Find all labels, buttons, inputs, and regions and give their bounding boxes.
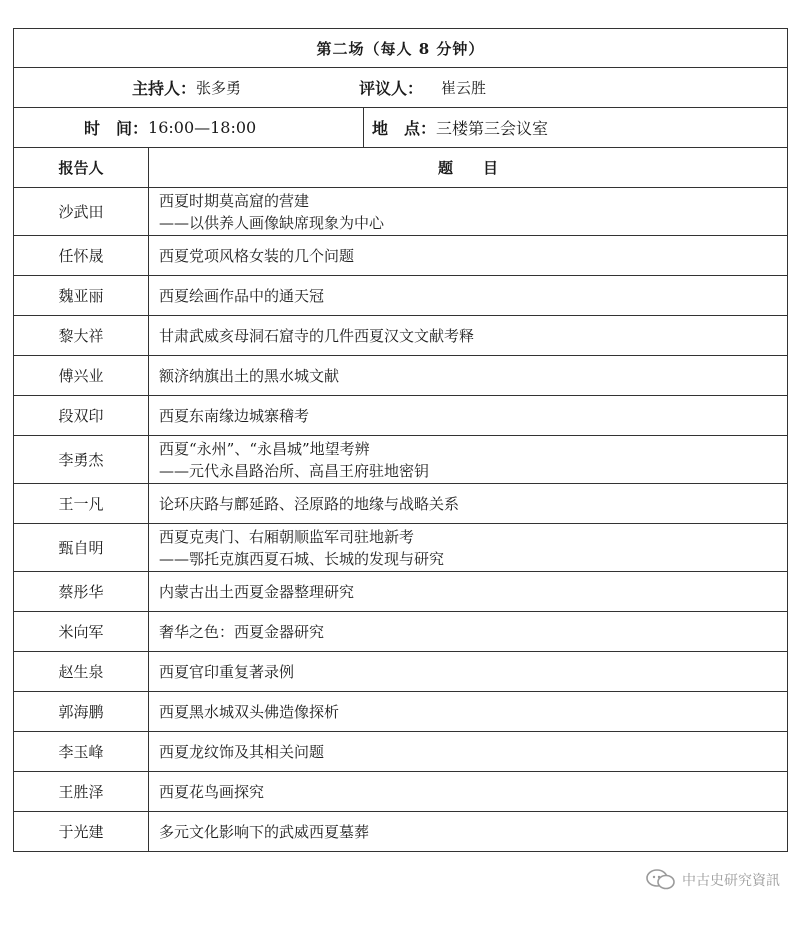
report-topic: [149, 572, 788, 612]
reporter-name: 黎大祥: [14, 316, 149, 356]
topic-line: 西夏花鸟画探究: [159, 782, 265, 801]
topic-line: 内蒙古出土西夏金器整理研究: [159, 582, 355, 601]
session-title: 第二场（每人 8 分钟）: [14, 29, 788, 68]
chat-bubble-icon: [646, 869, 676, 891]
topic-line: 西夏黑水城双头佛造像探析: [159, 702, 340, 721]
table-row: [14, 572, 788, 612]
report-topic: [149, 772, 788, 812]
topic-line: ——以供养人画像缺席现象为中心: [159, 213, 385, 232]
table-row: [14, 356, 788, 396]
topic-line: 甘肃武威亥母洞石窟寺的几件西夏汉文文献考释: [159, 326, 475, 345]
report-topic: [149, 276, 788, 316]
table-row: [14, 772, 788, 812]
reporter-name: 王胜泽: [14, 772, 149, 812]
topic-line: 论环庆路与鄜延路、泾原路的地缘与战略关系: [159, 494, 460, 513]
time-cell: [14, 108, 364, 148]
topic-line: 西夏绘画作品中的通天冠: [159, 286, 325, 305]
reporter-name: 蔡彤华: [14, 572, 149, 612]
table-row: [14, 236, 788, 276]
table-row: [14, 276, 788, 316]
topic-line: 西夏克夷门、右厢朝顺监军司驻地新考: [159, 527, 415, 546]
topic-line: 奢华之色：西夏金器研究: [159, 622, 325, 641]
reporter-name: 沙武田: [14, 188, 149, 236]
table-row: [14, 188, 788, 236]
report-topic: [149, 692, 788, 732]
time-value: 16:00—18:00: [148, 118, 257, 137]
report-topic: [149, 188, 788, 236]
place-value: 三楼第三会议室: [436, 119, 549, 138]
reviewer-name: 崔云胜: [441, 79, 487, 97]
table-row: [14, 524, 788, 572]
reporter-column-header: 报告人: [14, 148, 149, 188]
reporter-name: 王一凡: [14, 484, 149, 524]
report-topic: [149, 236, 788, 276]
reporter-name: 任怀晟: [14, 236, 149, 276]
table-row: [14, 612, 788, 652]
table-row: [14, 692, 788, 732]
topic-line: 西夏龙纹饰及其相关问题: [159, 742, 325, 761]
table-row: [14, 732, 788, 772]
reporter-name: 于光建: [14, 812, 149, 852]
presentation-rows: [14, 188, 788, 852]
host-label: 主持人：: [132, 79, 197, 98]
reporter-name: 傅兴业: [14, 356, 149, 396]
report-topic: [149, 652, 788, 692]
reporter-name: 李玉峰: [14, 732, 149, 772]
host-name: 张多勇: [196, 79, 242, 97]
host-reviewer-row: [14, 68, 788, 108]
report-topic: [149, 732, 788, 772]
table-row: [14, 484, 788, 524]
report-topic: [149, 396, 788, 436]
place-cell: [364, 108, 788, 148]
reporter-name: 米向军: [14, 612, 149, 652]
report-topic: [149, 524, 788, 572]
topic-column-header: 题 目: [149, 148, 788, 188]
report-topic: [149, 436, 788, 484]
table-row: [14, 316, 788, 356]
reporter-name: 段双印: [14, 396, 149, 436]
report-topic: [149, 484, 788, 524]
place-label: 地 点：: [372, 119, 437, 138]
topic-line: ——鄂托克旗西夏石城、长城的发现与研究: [159, 549, 445, 568]
reporter-name: 甄自明: [14, 524, 149, 572]
topic-line: 西夏时期莫高窟的营建: [159, 191, 310, 210]
reporter-name: 赵生泉: [14, 652, 149, 692]
topic-line: 额济纳旗出土的黑水城文献: [159, 366, 340, 385]
topic-line: ——元代永昌路治所、高昌王府驻地密钥: [159, 461, 430, 480]
topic-line: 西夏党项风格女装的几个问题: [159, 246, 355, 265]
reporter-name: 郭海鹏: [14, 692, 149, 732]
topic-line: 西夏“永州”、“永昌城”地望考辨: [159, 439, 370, 458]
table-row: [14, 396, 788, 436]
watermark: [646, 869, 780, 891]
report-topic: [149, 316, 788, 356]
report-topic: [149, 612, 788, 652]
table-row: [14, 436, 788, 484]
table-row: [14, 812, 788, 852]
topic-line: 西夏官印重复著录例: [159, 662, 295, 681]
report-topic: [149, 812, 788, 852]
topic-line: 多元文化影响下的武威西夏墓葬: [159, 822, 370, 841]
report-topic: [149, 356, 788, 396]
reporter-name: 魏亚丽: [14, 276, 149, 316]
reviewer-label: 评议人：: [359, 79, 424, 98]
time-label: 时 间：: [84, 119, 149, 138]
schedule-table: [13, 28, 788, 852]
topic-line: 西夏东南缘边城寨稽考: [159, 406, 310, 425]
table-row: [14, 652, 788, 692]
watermark-text: 中古史研究資訊: [682, 873, 780, 889]
reporter-name: 李勇杰: [14, 436, 149, 484]
